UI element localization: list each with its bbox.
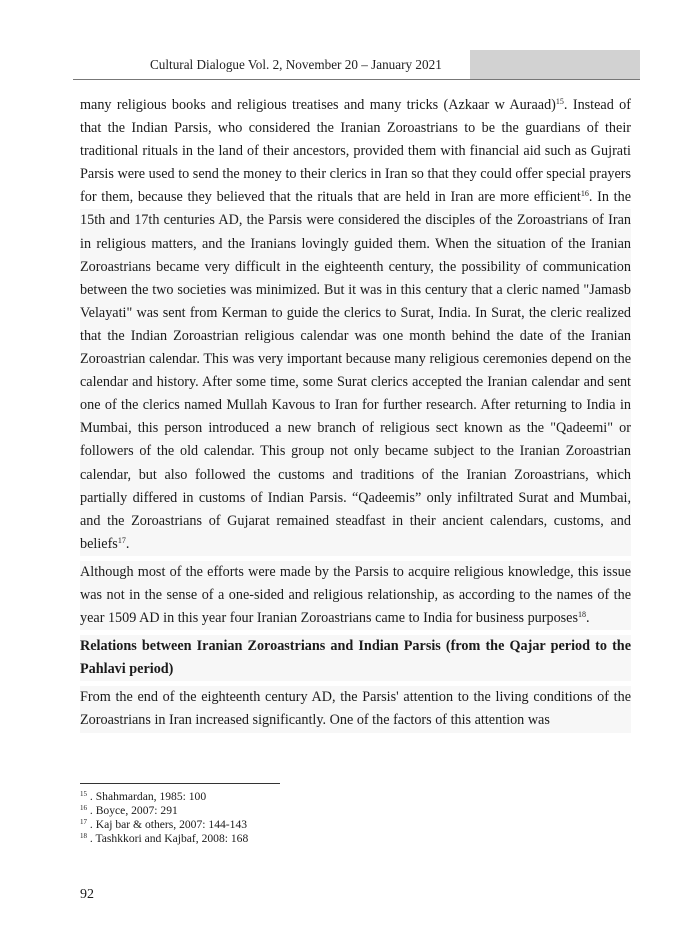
- paragraph-2: [80, 561, 631, 630]
- running-header-title: Cultural Dialogue Vol. 2, November 20 – January 2021: [150, 57, 442, 72]
- footnote-number: 17: [80, 818, 87, 827]
- paragraph-2-text-a: Although most of the efforts were made by the Parsis to acquire religious knowledge, this issue was not in the sense of a one-sided and religious relationship, as according to the names of the year 1509 AD in this year four Iranian Zoroastrians came to India for business purposes: [80, 563, 631, 627]
- page-number: 92: [80, 887, 94, 902]
- footnote-number: 15: [80, 790, 87, 798]
- footnote-18: [80, 832, 248, 846]
- footnote-ref-16: 16: [580, 189, 589, 199]
- paragraph-1: [80, 94, 631, 556]
- footnote-ref-15: 15: [555, 97, 564, 106]
- footnote-text: . Boyce, 2007: 291: [89, 804, 178, 818]
- footnote-15: [80, 790, 248, 804]
- body-text: [80, 94, 631, 738]
- footnote-text: . Shahmardan, 1985: 100: [89, 790, 207, 803]
- footnote-ref-18: 18: [578, 610, 587, 620]
- footnote-rule: [80, 783, 280, 784]
- footnote-number: 16: [80, 804, 87, 813]
- footnote-text: . Kaj bar & others, 2007: 144-143: [89, 818, 248, 832]
- footnote-16: [80, 804, 248, 818]
- header-rule: [73, 79, 640, 80]
- footnotes: [80, 790, 248, 846]
- paragraph-1-text-b: . Instead of that the Indian Parsis, who considered the Iranian Zoroastrians to be the guardians of their traditional rituals in the land of their ancestors, provided them with financial aid such as Gujrati Parsis were used to send the money to their clerics in Iran so that they could offer special prayers for them, because they believed that the rituals that are held in Iran are more efficient: [80, 97, 631, 206]
- footnote-number: 18: [80, 832, 87, 841]
- paragraph-1-text-a: many religious books and religious treatises and many tricks (Azkaar w Auraad): [80, 97, 556, 113]
- paragraph-1-text-c: . In the 15th and 17th centuries AD, the Parsis were considered the disciples of the Zoroastrians of Iran in religious matters, and the Iranians lovingly guided them. When the situation of the Iranian Zoroastrians became very difficult in the eighteenth century, the possibility of communication between the two societies was minimized. But it was in this century that a cleric named "Jamasb Velayati" was sent from Kerman to guide the clerics to Surat, India. In Surat, the cleric realized that the Indian Zoroastrian religious calendar was one month behind the date of the Iranian Zoroastrian calendar. This was very important because many religious ceremonies depend on the calendar and history. After some time, some Surat clerics accepted the Iranian calendar and sent one of the clerics named Mullah Kavous to Iran for further research. After returning to India in Mumbai, this person introduced a new branch of religious sect known as the "Qadeemi" or followers of the old calendar. This group not only became subject to the Iranian Zoroastrian calendar, but also followed the customs and traditions of the Iranian Zoroastrians, which partially differed in customs of Indian Parsis. “Qadeemis” only infiltrated Surat and Mumbai, and the Zoroastrians of Gujarat remained steadfast in their ancient calendars, customs, and beliefs: [80, 189, 631, 552]
- footnote-ref-17: 17: [117, 535, 126, 545]
- header-shaded-box: [470, 50, 640, 79]
- paragraph-3: From the end of the eighteenth century AD, the Parsis' attention to the living conditions of the Zoroastrians in Iran increased significantly. One of the factors of this attention was: [80, 686, 631, 732]
- paragraph-2-text-b: .: [586, 610, 590, 627]
- footnote-text: . Tashkkori and Kajbaf, 2008: 168: [89, 832, 249, 846]
- section-heading: Relations between Iranian Zoroastrians and Indian Parsis (from the Qajar period to the Pahlavi period): [80, 635, 631, 681]
- paragraph-1-text-d: .: [125, 535, 130, 552]
- footnote-17: [80, 818, 248, 832]
